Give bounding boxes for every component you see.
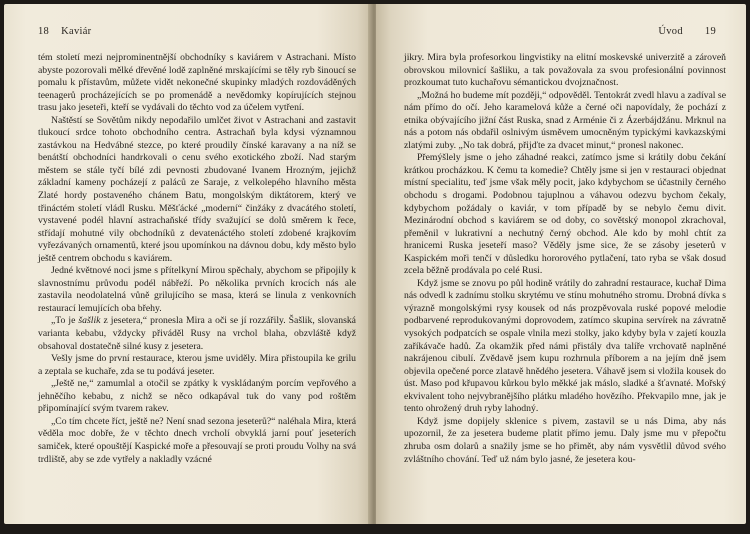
right-page-number: 19 xyxy=(704,26,716,37)
left-page-number: 18 xyxy=(38,26,50,37)
paragraph: Jedné květnové noci jsme s přítelkyní Mirou spěchaly, abychom se připojily k slavnostnímu průvodu podél nábřeží. Po několika prvních krocích nás ale zastavila neodolatelná vůně grilujícího se masa, která se linula z venkovních restaurací lemujících oba břehy. xyxy=(38,265,356,314)
left-running-header xyxy=(38,26,91,37)
paragraph: tém století mezi nejprominentnější obchodníky s kaviárem v Astrachani. Místo abyste pozorovali mělké dřevěné lodě zaplněné mrskajícími se těly ryb šinoucí se pomalu k přístavům, můžete vidět nekonečné skupinky mladých rozdováděných teenagerů procházejících se po promenádě a nevědomky kopírujících stejnou trasu jako jeseteři, kteří se vydávali do těchto vod za účelem vytření. xyxy=(38,52,356,114)
right-page-body xyxy=(404,52,726,466)
paragraph: Když jsme dopijely sklenice s pivem, zastavil se u nás Dima, aby nás upozornil, že za jesetera budeme platit přímo jemu. Daly jsme mu v přepočtu zhruba osm dolarů a snažily jsme se ho přimět, aby nám vysvětlil důvod svého zvláštního chování. Teď už nám bylo jasné, že jesetera kou- xyxy=(404,415,726,465)
left-running-head: Kaviár xyxy=(61,26,92,37)
paragraph: jikry. Mira byla profesorkou lingvistiky na elitní moskevské univerzitě a zároveň obrovskou milovnicí šašliku, a tak považovala za svou profesionální povinnost prozkoumat tuto kuchařovu sémantickou dvojznačnost. xyxy=(404,52,726,89)
paragraph: Přemýšlely jsme o jeho záhadné reakci, zatímco jsme si krátily dobu čekání krátkou procházkou. K čemu ta komedie? Chtěly jsme si jen v restauraci objednat místní specialitu, teď jsme však měly pocit, jako kdybychom se účastnily černého obchodu s drogami. Podobnou tajuplnou a váhavou odezvu bychom čekaly, kdybychom požádaly o kaviár, v tom případě by se nebylo čemu divit. Mezinárodní obchod s kaviárem se od doby, co sovětský monopol zkrachoval, přeměnil v lukrativní a nechutný černý obchod. Ale kdo by mohl chtít za hranicemi Ruska jeseteří maso? Věděly jsme sice, že se zásoby jeseterů v Kaspickém moři tenčí v důsledku hororového pytlačení, tato ryba se však dosud zcela běžně prodávala po celé Rusi. xyxy=(404,152,726,277)
paragraph: „Co tím chcete říct, ještě ne? Není snad sezona jeseterů?“ naléhala Mira, která věděla moc dobře, že v těchto dnech vrcholí obvyklá jarní pouť jeseterích samiček, které opouštějí Kaspické moře a přesouvají se proti proudu Volhy na svá trdliště, aby se zde vytřely a nakladly vzácné xyxy=(38,415,356,465)
paragraph: Vešly jsme do první restaurace, kterou jsme uviděly. Mira přistoupila ke grilu a zeptala se kuchaře, zda se tu podává jeseter. xyxy=(38,353,356,377)
right-running-head: Úvod xyxy=(658,26,683,37)
paragraph: „To je šašlik z jesetera,“ pronesla Mira a oči se jí rozzářily. Šašlik, slovanská varianta kebabu, vždycky přiváděl Rusy na vrchol blaha, obzvláště když obsahoval dostatečně silné kusy z jesetera. xyxy=(38,315,356,352)
paragraph: Když jsme se znovu po půl hodině vrátily do zahradní restaurace, kuchař Dima nás odvedl k zadnímu stolku skrytému ve stínu mohutného stromu. Drobná dívka s výrazně mongolskými rysy kousek od nás prozpěvovala ruské popové melodie podbarvené reprodukovanými doprovodem, zatímco skupina servírek na závratně vysokých podpatcích se ospale vlnila mezi stolky, jako kdyby byla v zajetí kouzla zaříkávače hadů. Za okamžik před námi přistály dva talíře vrchovatě naplněné nakrájenou cibulí. Zvědavě jsem kupu rozhrnula příborem a na jejím dně jsem objevila opečené porce zlatavě hnědého jesetera. Váhavě jsem si vložila kousek do úst. Maso pod křupavou kůrkou bylo měkké jak máslo, sladké a šťavnaté. Mořský ekvivalent toho nejvybranějšího plátku mladého hovězího. Překvapilo mne, jak je tento ohrožený druh ryby lahodný. xyxy=(404,277,726,415)
right-page xyxy=(376,4,746,524)
paragraph: Naštěstí se Sovětům nikdy nepodařilo umlčet život v Astrachani and zastavit tlukoucí srdce tohoto obchodního centra. Astrachaň byla kdysi významnou zastávkou na Hedvábné stezce, po které proudily čínské karavany a na níž se benátští obchodníci handrkovali o cenu svého exotického zboží. Nad starým městem se stále tyčí bílé zdi pevnosti zbudované Ivanem Hrozným, jejichž základní kameny pocházejí z paláců ze Saraje, z velkolepého hlavního města Zlaté hordy postaveného chánem Batu, mongolským diktátorem, který ve třináctém století vládl Rusku. Měšťácké „moderní“ činžáky z dvacátého století, vystavené podél hlavní astrachaňské třídy svažující se dolů směrem k řece, střídají mohutné vily obchodníků z devatenáctého století zdobené krajkovím vyřezávaných ornamentů, které jsou upomínkou na dávnou dobu, kdy město bylo ještě centrem obchodu s kaviárem. xyxy=(38,114,356,264)
left-page-body xyxy=(38,52,356,466)
right-running-header xyxy=(658,26,716,37)
left-page xyxy=(4,4,372,524)
paragraph: „Ještě ne,“ zamumlal a otočil se zpátky k vyskládaným porcím vepřového a jehněčího kebabu, z nichž se něco odkapával tuk do vany pod roštěm připomínající svým tvarem rakev. xyxy=(38,378,356,415)
paragraph: „Možná ho budeme mít později,“ odpověděl. Tentokrát zvedl hlavu a zadíval se nám přímo do očí. Jeho karamelová kůže a černé oči napovídaly, že pochází z etnika obývajícího jižní část Ruska, snad z Arménie či z Ázerbájdžánu. Mrknul na nás a potom nás obdařil oslnivým úsměvem umocněným typickými kavkazskými zlatými zuby. „No tak dobrá, přijďte za dvacet minut,“ pronesl nakonec. xyxy=(404,89,726,151)
